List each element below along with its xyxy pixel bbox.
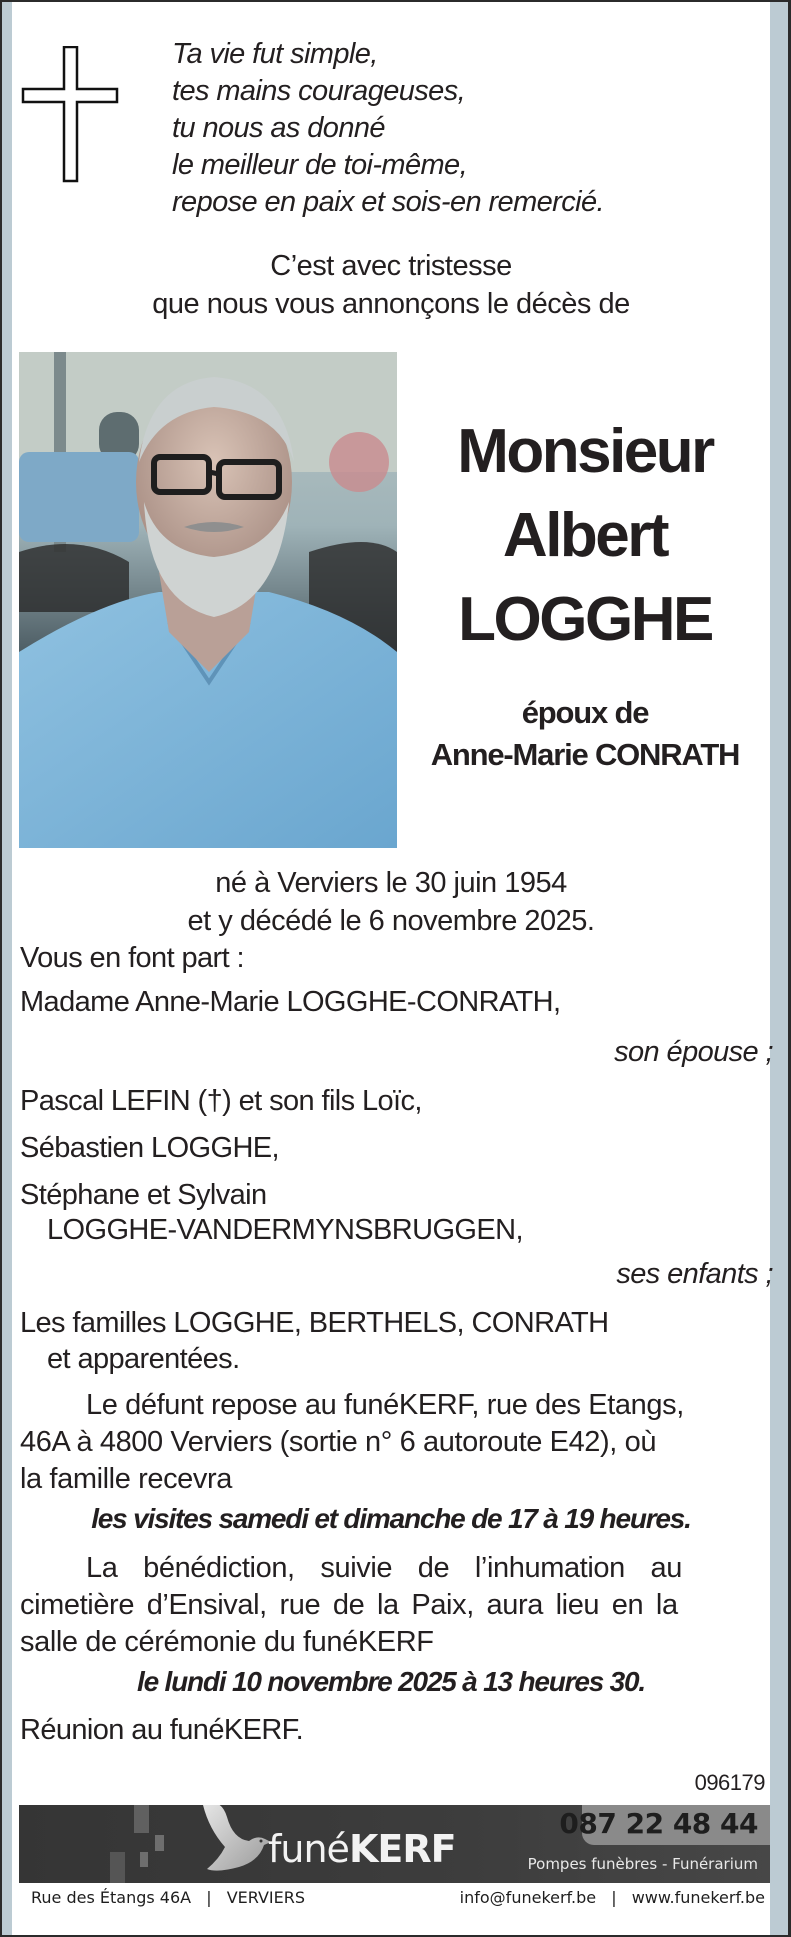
ceremony-line: salle de cérémonie du funéKERF	[20, 1626, 434, 1658]
poem-line: Ta vie fut simple,	[172, 38, 378, 70]
spouse-info	[405, 692, 765, 776]
repose-line: Le défunt repose au funéKERF, rue des Etangs,	[86, 1389, 684, 1421]
separator: |	[611, 1888, 617, 1907]
family-child: Pascal LEFIN (†) et son fils Loïc,	[20, 1085, 422, 1117]
separator: |	[206, 1888, 212, 1907]
intro-line: que nous vous annonçons le décès de	[152, 288, 630, 320]
family-child-cont: LOGGHE-VANDERMYNSBRUGGEN,	[47, 1214, 523, 1246]
visiting-hours: les visites samedi et dimanche de 17 à 19 heures.	[91, 1503, 691, 1534]
decorative-square	[140, 1852, 148, 1867]
poem-line: tu nous as donné	[172, 112, 385, 144]
children-role: ses enfants ;	[616, 1258, 773, 1290]
ceremony-line-text: La bénédiction, suivie de l’inhumation au	[86, 1552, 682, 1584]
deceased-last-name: LOGGHE	[458, 585, 712, 654]
decorative-square	[155, 1835, 164, 1851]
poem-line: tes mains courageuses,	[172, 75, 466, 107]
family-intro: Vous en font part :	[20, 942, 244, 974]
family-spouse: Madame Anne-Marie LOGGHE-CONRATH,	[20, 986, 561, 1018]
life-dates	[12, 864, 770, 940]
brand-logo	[268, 1827, 456, 1871]
website-link[interactable]: www.funekerf.be	[631, 1888, 765, 1907]
address: Rue des Étangs 46A	[31, 1888, 192, 1907]
spouse-label: époux de	[521, 695, 649, 730]
extended-families-cont: et apparentées.	[47, 1343, 240, 1375]
deceased-first-name: Albert	[502, 501, 668, 570]
poem	[172, 36, 604, 221]
extended-families: Les familles LOGGHE, BERTHELS, CONRATH	[20, 1307, 609, 1339]
repose-paragraph	[20, 1387, 770, 1498]
portrait-illustration	[19, 352, 397, 848]
repose-line: la famille recevra	[20, 1463, 232, 1495]
deceased-title: Monsieur	[457, 417, 713, 486]
brand-bold: KERF	[348, 1827, 456, 1871]
frame-strip-right	[770, 2, 788, 1935]
death-line: et y décédé le 6 novembre 2025.	[187, 905, 595, 937]
phone-number[interactable]: 087 22 48 44	[559, 1807, 758, 1840]
deceased-photo	[19, 352, 397, 848]
frame-strip-left	[2, 2, 12, 1935]
ceremony-line	[20, 1550, 770, 1587]
cross-icon	[21, 46, 119, 183]
reference-number: 096179	[694, 1770, 765, 1795]
brand-light: funé	[268, 1827, 349, 1871]
spouse-name: Anne-Marie CONRATH	[430, 737, 740, 772]
ceremony-line: cimetière d’Ensival, rue de la Paix, aura lieu en la	[20, 1589, 678, 1621]
city: VERVIERS	[226, 1888, 306, 1907]
footer-online	[460, 1888, 765, 1907]
tagline: Pompes funèbres - Funérarium	[527, 1855, 758, 1873]
family-child: Sébastien LOGGHE,	[20, 1132, 279, 1164]
poem-line: le meilleur de toi-même,	[172, 149, 468, 181]
email-link[interactable]: info@funekerf.be	[459, 1888, 597, 1907]
intro-line: C’est avec tristesse	[270, 250, 512, 282]
family-child: Stéphane et Sylvain	[20, 1179, 267, 1211]
phone-box	[559, 1805, 770, 1845]
poem-line: repose en paix et sois-en remercié.	[172, 186, 604, 218]
deceased-name	[405, 410, 765, 662]
footer-address	[31, 1888, 305, 1907]
birth-line: né à Verviers le 30 juin 1954	[215, 867, 567, 899]
repose-line: 46A à 4800 Verviers (sortie n° 6 autoroute E42), où	[20, 1426, 657, 1458]
announcement-intro	[12, 247, 770, 323]
decorative-square	[134, 1805, 149, 1833]
decorative-square	[110, 1852, 125, 1883]
ceremony-date: le lundi 10 novembre 2025 à 13 heures 30.	[137, 1666, 645, 1697]
reunion-note: Réunion au funéKERF.	[20, 1714, 304, 1746]
ceremony-paragraph	[20, 1550, 770, 1661]
spouse-role: son épouse ;	[614, 1036, 773, 1068]
funeral-home-banner	[19, 1805, 770, 1883]
